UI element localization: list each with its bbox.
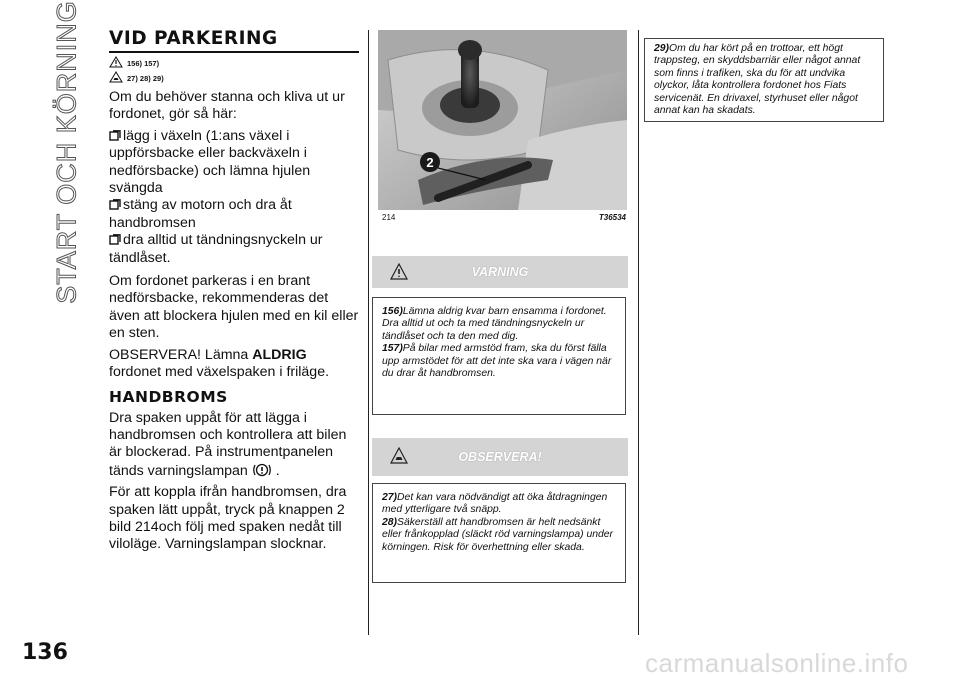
list-item-text: stäng av motorn och dra åt handbromsen	[109, 197, 292, 231]
caution-item-ref: 28)	[382, 516, 398, 528]
bullet-icon	[109, 234, 121, 245]
warning-item-ref: 156)	[382, 306, 403, 317]
slope-paragraph: Om fordonet parkeras i en brant nedförsbacke, rekommenderas det även att blockera hjulen med en kil eller en sten.	[109, 273, 359, 342]
warning-item-text: På bilar med armstöd fram, ska du först fälla upp armstödet för att det inte ska vara i vägen när du drar åt handbromsen.	[382, 343, 612, 380]
section-side-tab-label: START OCH KÖRNING	[51, 0, 82, 304]
column-left	[109, 28, 359, 558]
warning-title: VARNING	[471, 265, 529, 279]
section-side-tab	[51, 0, 82, 304]
caution-body	[372, 483, 626, 583]
car-caution-icon	[390, 447, 408, 464]
note-keyword: ALDRIG	[252, 346, 307, 363]
warning-triangle-icon	[390, 263, 408, 280]
caution-item	[382, 517, 618, 554]
warning-item	[382, 306, 618, 343]
caution-item-ref: 27)	[382, 492, 398, 503]
column-divider	[638, 30, 639, 635]
warning-reference[interactable]	[109, 55, 359, 68]
section-title: VID PARKERING	[109, 28, 359, 53]
page-number: 136	[22, 640, 68, 665]
handbrake-figure	[378, 30, 627, 210]
caution-title: OBSERVERA!	[458, 450, 542, 464]
warning-triangle-icon	[109, 56, 123, 68]
handbrake-paragraph	[109, 410, 359, 481]
handbrake-title: HANDBROMS	[109, 387, 228, 406]
caution-item-ref: 29)	[654, 43, 670, 54]
note-prefix: OBSERVERA! Lämna	[109, 346, 249, 363]
warning-body	[372, 297, 626, 415]
figure-number: 214	[382, 213, 396, 222]
note-paragraph	[109, 347, 359, 382]
handbrake-text-end: .	[275, 462, 280, 479]
list-item	[109, 232, 359, 267]
caution-item-text: Säkerställ att handbromsen är helt nedsänkt eller frånkopplad (släckt röd varningslampa) under körningen. Risk för överhettning eller skada.	[382, 516, 614, 553]
warning-reference-numbers: 156) 157)	[127, 59, 160, 68]
handbrake-photo	[378, 30, 627, 210]
note-suffix: fordonet med växelspaken i friläge.	[109, 364, 330, 381]
warning-item-ref: 157)	[382, 343, 403, 355]
watermark: carmanualsonline.info	[645, 648, 909, 678]
figure-code: T36534	[598, 213, 626, 222]
bullet-icon	[109, 130, 121, 141]
caution-item-text: Det kan vara nödvändigt att öka åtdragningen med ytterligare två snäpp.	[382, 492, 608, 516]
warning-header	[372, 256, 628, 288]
handbrake-warning-light-icon	[252, 462, 272, 478]
list-item	[109, 197, 359, 232]
warning-item	[382, 343, 618, 380]
list-item-text: lägg i växeln (1:ans växel i uppförsbacke eller backväxeln i nedförsbacke) och lämna hjulen svängda	[109, 127, 311, 197]
list-item	[109, 128, 359, 198]
bullet-icon	[109, 199, 121, 210]
warning-item-text: Lämna aldrig kvar barn ensamma i fordonet. Dra alltid ut och ta med tändningsnyckeln ur tändlåset och ta den med dig.	[382, 306, 607, 342]
car-caution-icon	[109, 71, 123, 83]
figure-callout: 2	[426, 155, 434, 170]
caution-reference-numbers: 27) 28) 29)	[127, 74, 164, 83]
list-item-text: dra alltid ut tändningsnyckeln ur tändlåset.	[109, 232, 323, 266]
caution-item	[382, 492, 618, 517]
caution-item-text: Om du har kört på en trottoar, ett högt trappsteg, en skyddsbarriär eller något annat som finns i trafiken, ska du för att undvika olyckor, låta kontrollera fordonet hos Fiats servicenät. En drivaxel, styrhuset eller något annat kan ha skadats.	[654, 43, 861, 117]
column-divider	[368, 30, 369, 635]
release-paragraph: För att koppla ifrån handbromsen, dra spaken lätt uppåt, tryck på knappen 2 bild 214och följ med spaken nedåt till viloläge. Varningslampan slocknar.	[109, 484, 347, 553]
caution-continued-box	[644, 38, 884, 122]
handbrake-text: Dra spaken uppåt för att lägga i handbromsen och kontrollera att bilen är blockerad. På instrumentpanelen tänds varningslampan	[109, 409, 347, 479]
caution-reference[interactable]	[109, 70, 359, 83]
caution-header	[372, 438, 628, 476]
figure-caption	[382, 213, 626, 222]
intro-paragraph: Om du behöver stanna och kliva ut ur fordonet, gör så här:	[109, 89, 345, 123]
